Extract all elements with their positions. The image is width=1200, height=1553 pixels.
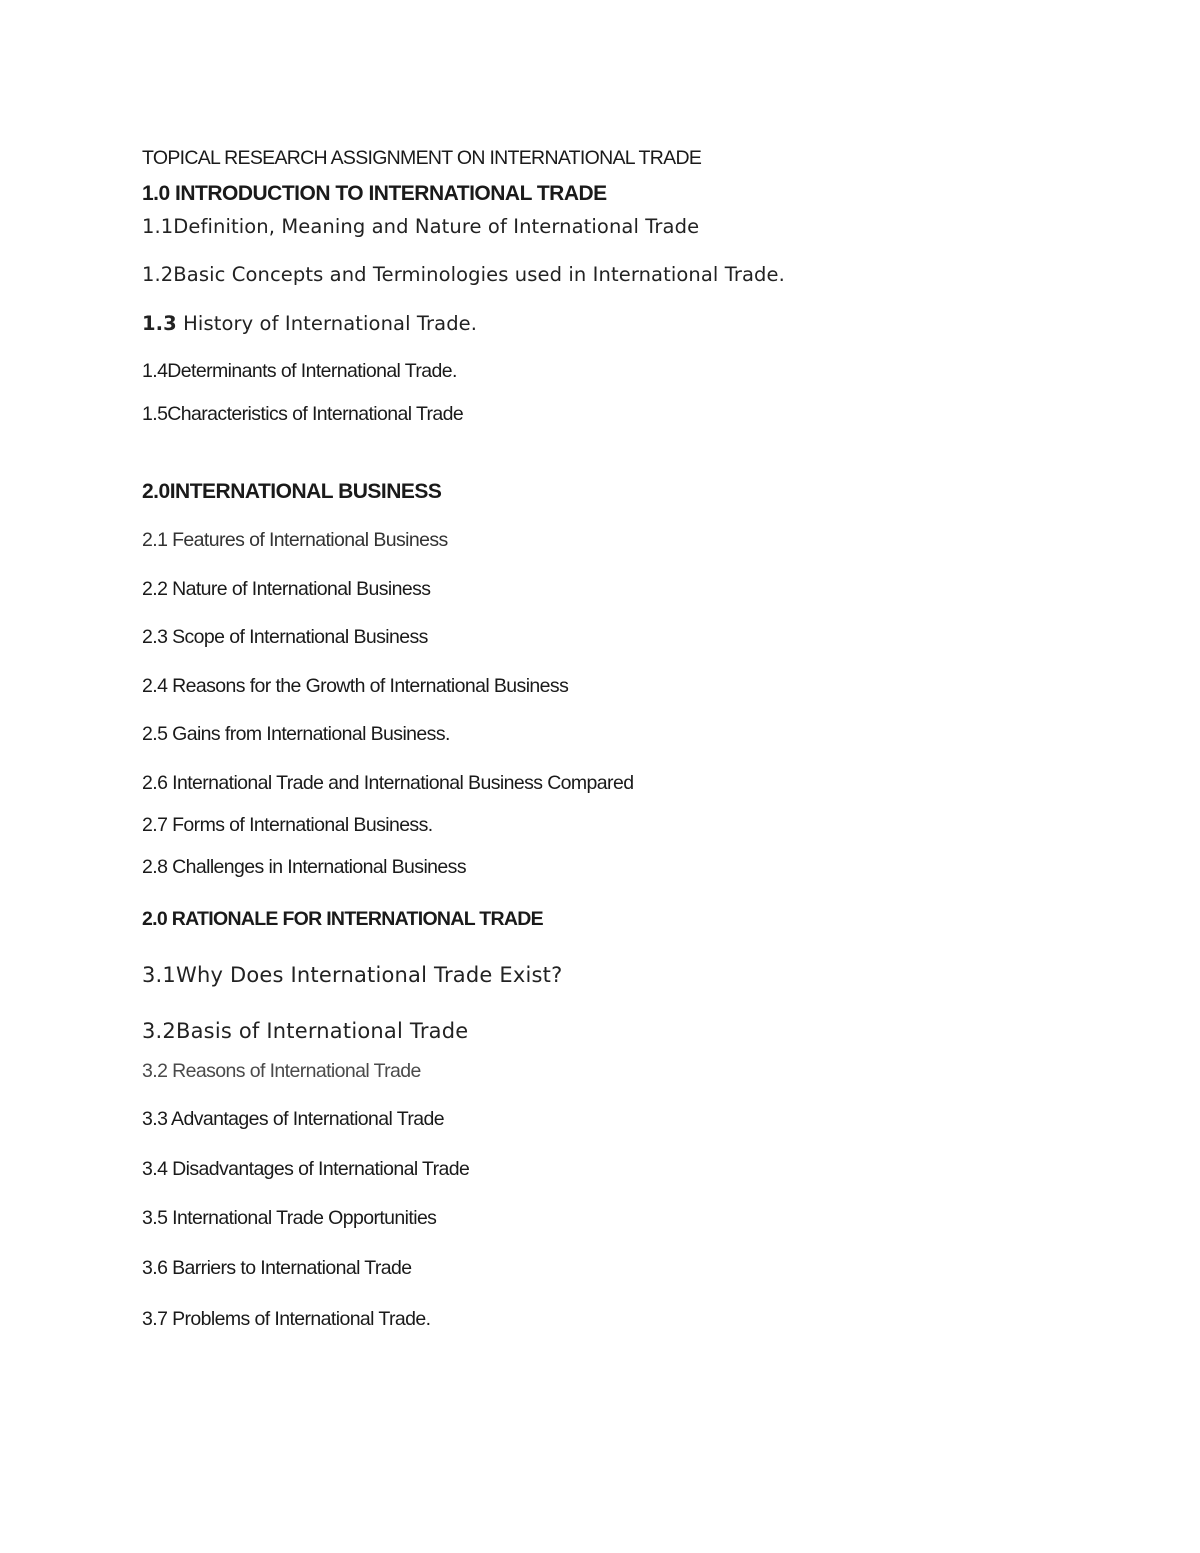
section-1-heading: 1.0 INTRODUCTION TO INTERNATIONAL TRADE	[142, 182, 607, 205]
toc-item-3-2-reasons: 3.2 Reasons of International Trade	[142, 1060, 421, 1082]
toc-item-1-3	[142, 314, 477, 334]
toc-item-1-3-number: 1.3	[142, 312, 177, 335]
toc-item-1-3-text: History of International Trade.	[183, 312, 478, 335]
toc-item-3-5: 3.5 International Trade Opportunities	[142, 1207, 437, 1229]
section-2-heading: 2.0INTERNATIONAL BUSINESS	[142, 480, 442, 503]
toc-item-1-1: 1.1Definition, Meaning and Nature of International Trade	[142, 215, 700, 238]
toc-item-2-2: 2.2 Nature of International Business	[142, 578, 431, 600]
toc-item-1-5: 1.5Characteristics of International Trade	[142, 403, 464, 425]
toc-item-3-4: 3.4 Disadvantages of International Trade	[142, 1158, 470, 1180]
toc-item-2-5: 2.5 Gains from International Business.	[142, 723, 450, 745]
toc-item-2-8: 2.8 Challenges in International Business	[142, 856, 466, 878]
toc-item-3-1: 3.1Why Does International Trade Exist?	[142, 963, 563, 987]
toc-item-1-2: 1.2Basic Concepts and Terminologies used in International Trade.	[142, 263, 785, 286]
toc-item-2-7: 2.7 Forms of International Business.	[142, 814, 433, 836]
section-3-heading: 2.0 RATIONALE FOR INTERNATIONAL TRADE	[142, 908, 543, 930]
toc-item-2-1: 2.1 Features of International Business	[142, 529, 448, 551]
toc-item-3-2-basis: 3.2Basis of International Trade	[142, 1019, 469, 1043]
toc-item-3-3: 3.3 Advantages of International Trade	[142, 1108, 444, 1130]
document-title: TOPICAL RESEARCH ASSIGNMENT ON INTERNATIONAL TRADE	[142, 147, 702, 169]
toc-item-2-3: 2.3 Scope of International Business	[142, 626, 428, 648]
toc-item-2-4: 2.4 Reasons for the Growth of International Business	[142, 675, 569, 697]
toc-item-2-6: 2.6 International Trade and International Business Compared	[142, 772, 634, 794]
toc-item-1-4: 1.4Determinants of International Trade.	[142, 360, 457, 382]
toc-item-3-7: 3.7 Problems of International Trade.	[142, 1308, 431, 1330]
toc-item-3-6: 3.6 Barriers to International Trade	[142, 1257, 412, 1279]
